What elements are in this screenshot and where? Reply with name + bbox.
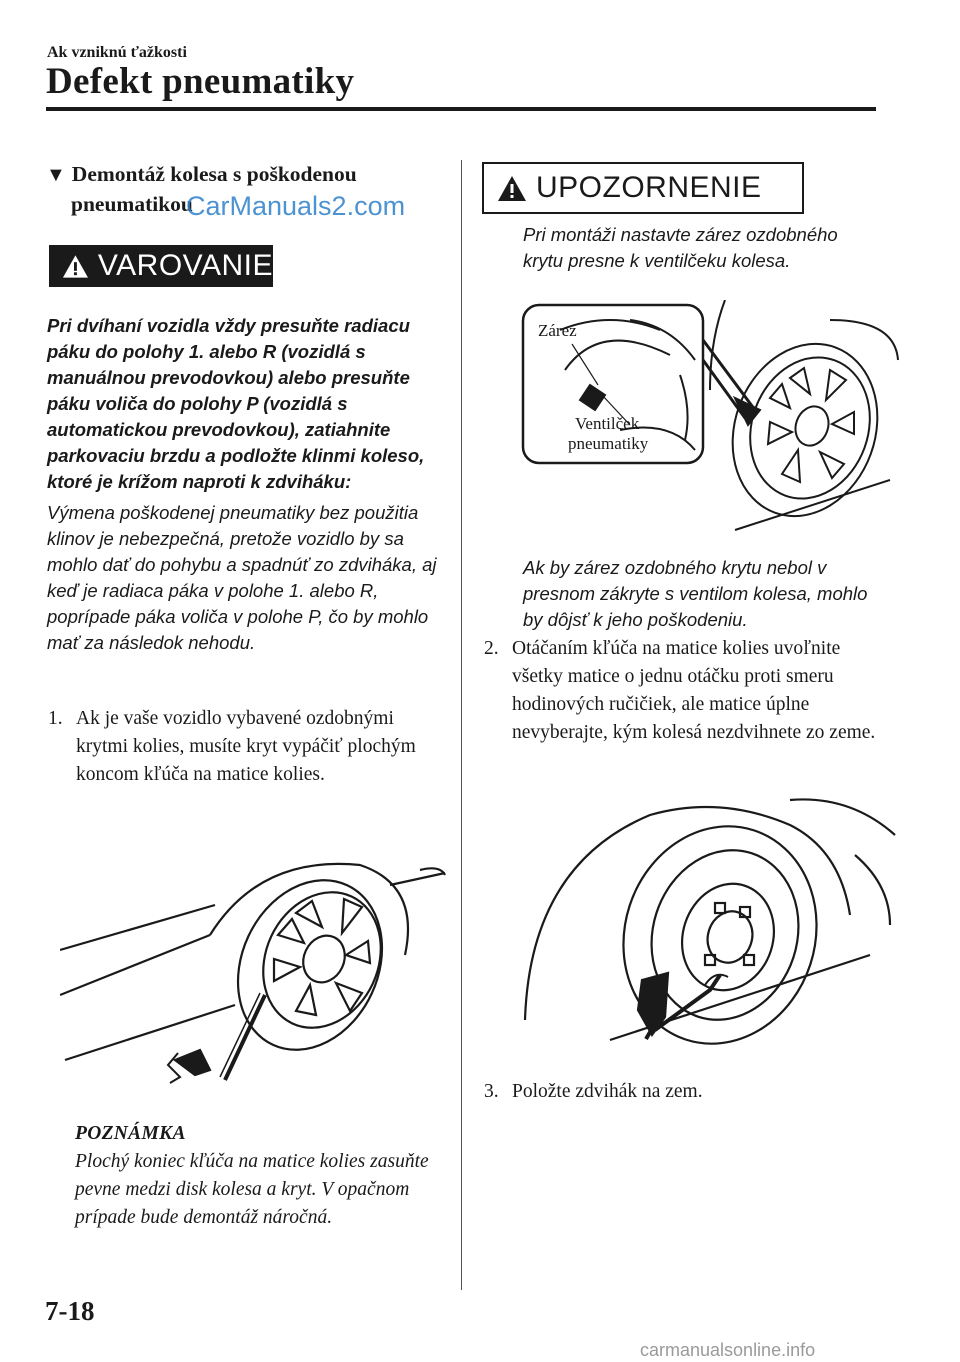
warning-icon xyxy=(61,253,90,280)
warning-icon xyxy=(496,174,528,203)
notch-label: Zárez xyxy=(538,321,577,340)
note-text: Plochý koniec kľúča na matice kolies zasuňte pevne medzi disk kolesa a kryt. V opačnom prípade bude demontáž náročná. xyxy=(75,1151,429,1228)
column-divider xyxy=(461,160,462,1290)
step-number: 1. xyxy=(48,708,63,729)
step-text: Položte zdvihák na zem. xyxy=(512,1081,703,1102)
step-number: 2. xyxy=(484,638,499,659)
step-3 xyxy=(484,1078,879,1106)
lug-nut-loosening-figure xyxy=(520,795,900,1057)
notch-alignment-figure xyxy=(520,300,900,545)
section-heading-line1: Demontáž kolesa s poškodenou xyxy=(71,162,357,186)
step-1 xyxy=(48,705,448,789)
caution-text-2: Ak by zárez ozdobného krytu nebol v presnom zákryte s ventilom kolesa, mohlo by dôjsť k jeho poškodeniu. xyxy=(523,557,868,630)
note xyxy=(75,1120,460,1232)
step-number: 3. xyxy=(484,1081,499,1102)
warning-text: Výmena poškodenej pneumatiky bez použitia klinov je nebezpečná, pretože vozidlo by sa mohlo dať do pohybu a spadnúť zo zdviháka, aj keď je radiaca páka v polohe 1. alebo R, poprípade páka voliča v polohe P, čo by mohlo mať za následok nehodu. xyxy=(47,502,437,653)
warning-bold-text: Pri dvíhaní vozidla vždy presuňte radiacu páku do polohy 1. alebo R (vozidlá s manuálnou prevodovkou) alebo presuňte páku voliča do polohy P (vozidlá s automatickou prevodovkou), zatiahnite parkovaciu brzdu a podložte klinmi koleso, ktoré je krížom naproti k zdviháku: xyxy=(47,315,425,492)
step-text: Ak je vaše vozidlo vybavené ozdobnými krytmi kolies, musíte kryt vypáčiť plochým koncom kľúča na matice kolies. xyxy=(76,708,416,785)
title-rule xyxy=(46,107,876,111)
hubcap-removal-figure xyxy=(60,855,450,1090)
caution-badge xyxy=(482,162,804,214)
page-title: Defekt pneumatiky xyxy=(46,61,355,102)
warning-badge-label: VAROVANIE xyxy=(97,249,273,282)
valve-label-line1: Ventilček xyxy=(575,414,640,433)
warning-badge xyxy=(49,245,273,287)
watermark-logo: CarManuals2.com xyxy=(186,191,406,221)
triangle-down-icon: ▼ xyxy=(46,164,66,186)
caution-badge-label: UPOZORNENIE xyxy=(536,171,762,204)
breadcrumb: Ak vzniknú ťažkosti xyxy=(47,44,187,61)
caution-text: Pri montáži nastavte zárez ozdobného krytu presne k ventilčeku kolesa. xyxy=(523,224,838,271)
note-heading: POZNÁMKA xyxy=(75,1123,186,1144)
footer-watermark: carmanualsonline.info xyxy=(640,1340,816,1360)
valve-label-line2: pneumatiky xyxy=(568,434,649,453)
page-number: 7-18 xyxy=(45,1296,95,1326)
section-heading-line2: pneumatikou xyxy=(71,192,193,216)
step-2 xyxy=(484,635,879,747)
step-text: Otáčaním kľúča na matice kolies uvoľnite všetky matice o jednu otáčku proti smeru hodinových ručičiek, ale matice úplne nevyberajte, kým kolesá nezdvihnete zo zeme. xyxy=(512,638,876,743)
